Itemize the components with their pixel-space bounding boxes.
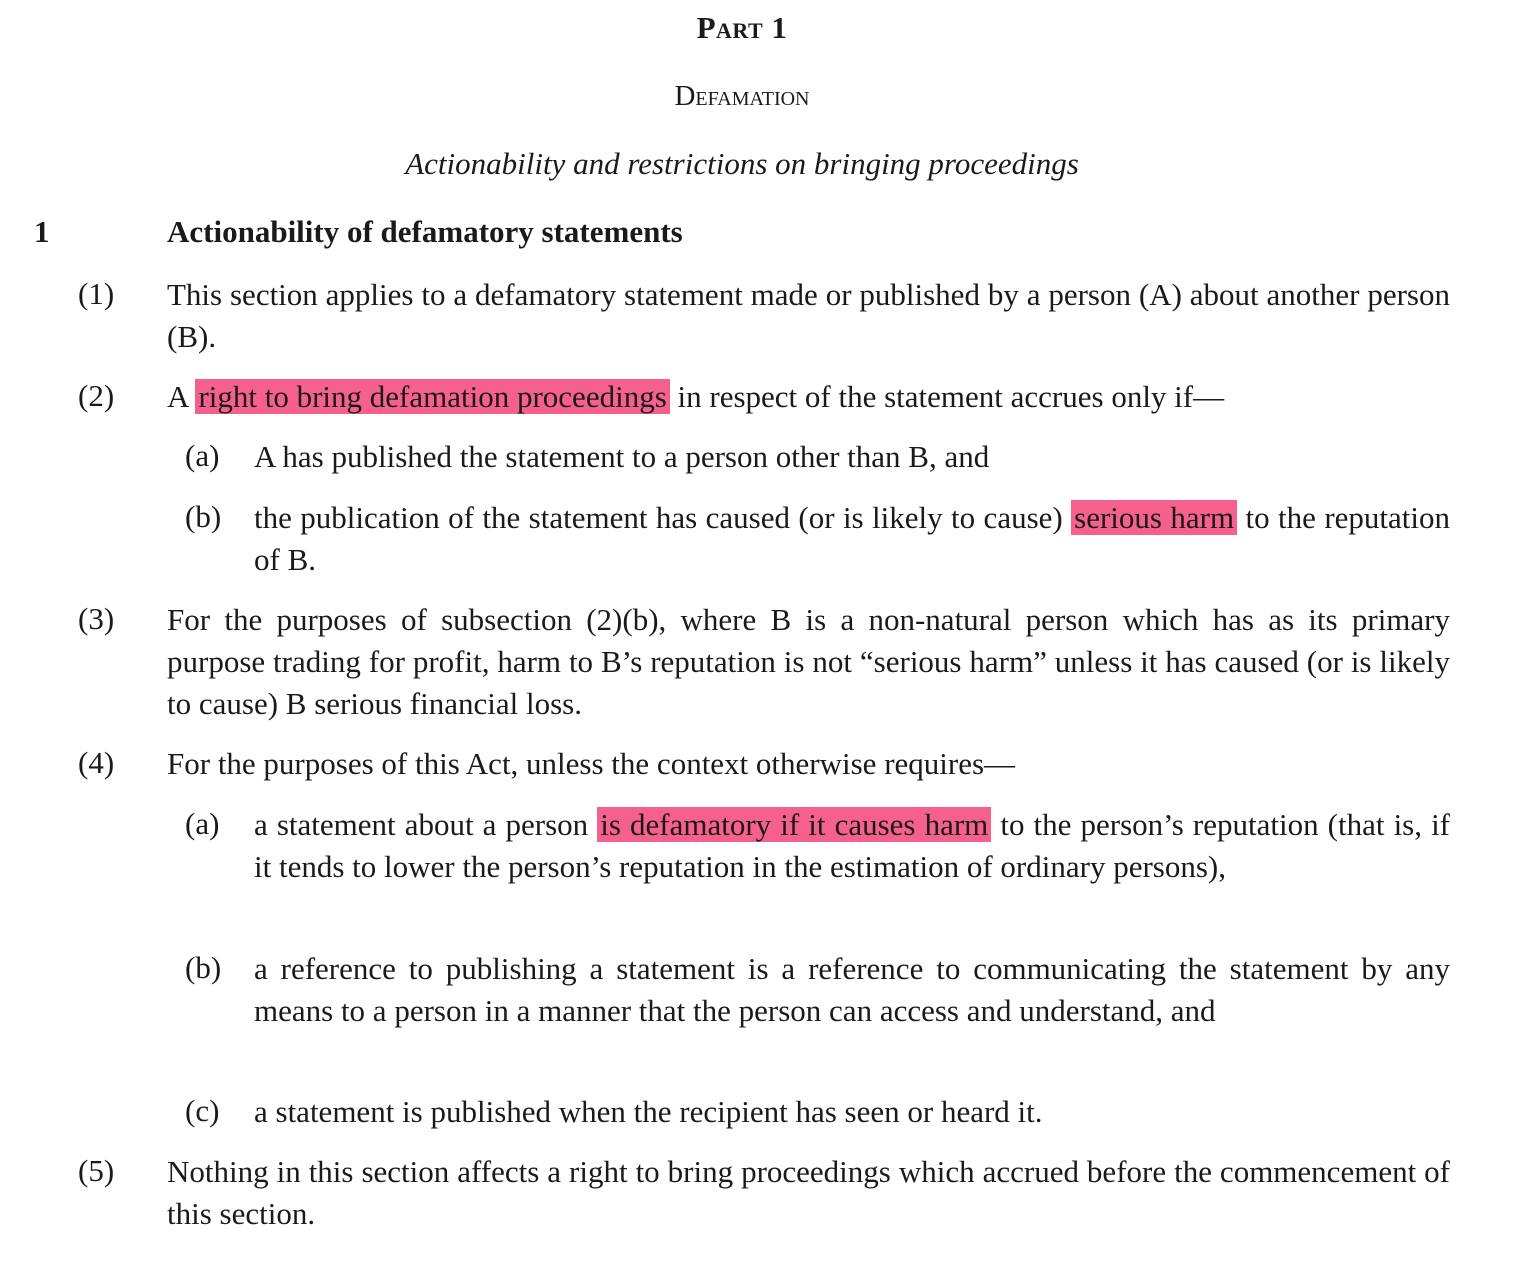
paragraph-text: a statement is published when the recipient has seen or heard it. [254,1094,1043,1129]
subsection-text [167,376,1450,418]
section-title: Actionability of defamatory statements [167,214,683,249]
paragraph-text [254,497,1450,581]
section-number: 1 [34,214,50,249]
text-post: in respect of the statement accrues only if— [677,379,1225,414]
subsection-text: Nothing in this section affects a right to bring proceedings which accrued before the commencement of this section. [167,1154,1450,1231]
text-post: to the reputation of B. [254,500,1451,577]
paragraph-number: (a) [185,806,220,841]
highlighted-phrase[interactable]: serious harm [1071,500,1237,535]
part-title: Part 1 [696,10,788,45]
paragraph-number: (b) [185,950,222,985]
text-post: to the person’s reputation (that is, if it tends to lower the person’s reputation in the estimation of ordinary persons), [254,807,1451,884]
text-pre: the publication of the statement has caused (or is likely to cause) [254,500,1063,535]
part-heading: Defamation [674,80,810,112]
highlighted-phrase[interactable]: is defamatory if it causes harm [597,807,991,842]
subsection-number: (3) [78,601,115,636]
subsection-number: (5) [78,1153,115,1188]
paragraph-text [254,804,1450,888]
subsection-text: For the purposes of this Act, unless the context otherwise requires— [167,746,1016,781]
cross-heading: Actionability and restrictions on bringing proceedings [405,146,1079,181]
paragraph-number: (b) [185,499,222,534]
text-pre: A [167,379,188,414]
subsection-number: (4) [78,745,115,780]
paragraph-text: a reference to publishing a statement is a reference to communicating the statement by any means to a person in a manner that the person can access and understand, and [254,951,1450,1028]
text-pre: a statement about a person [254,807,589,842]
subsection-text: This section applies to a defamatory statement made or published by a person (A) about another person (B). [167,277,1450,354]
subsection-text: For the purposes of subsection (2)(b), where B is a non-natural person which has as its primary purpose trading for profit, harm to B’s reputation is not “serious harm” unless it has caused (or is likely to cause) B serious financial loss. [167,602,1450,721]
subsection-number: (1) [78,276,115,311]
paragraph-number: (a) [185,438,220,473]
paragraph-text: A has published the statement to a person other than B, and [254,439,990,474]
paragraph-number: (c) [185,1093,220,1128]
highlighted-phrase[interactable]: right to bring defamation proceedings [195,379,669,414]
subsection-number: (2) [78,378,115,413]
